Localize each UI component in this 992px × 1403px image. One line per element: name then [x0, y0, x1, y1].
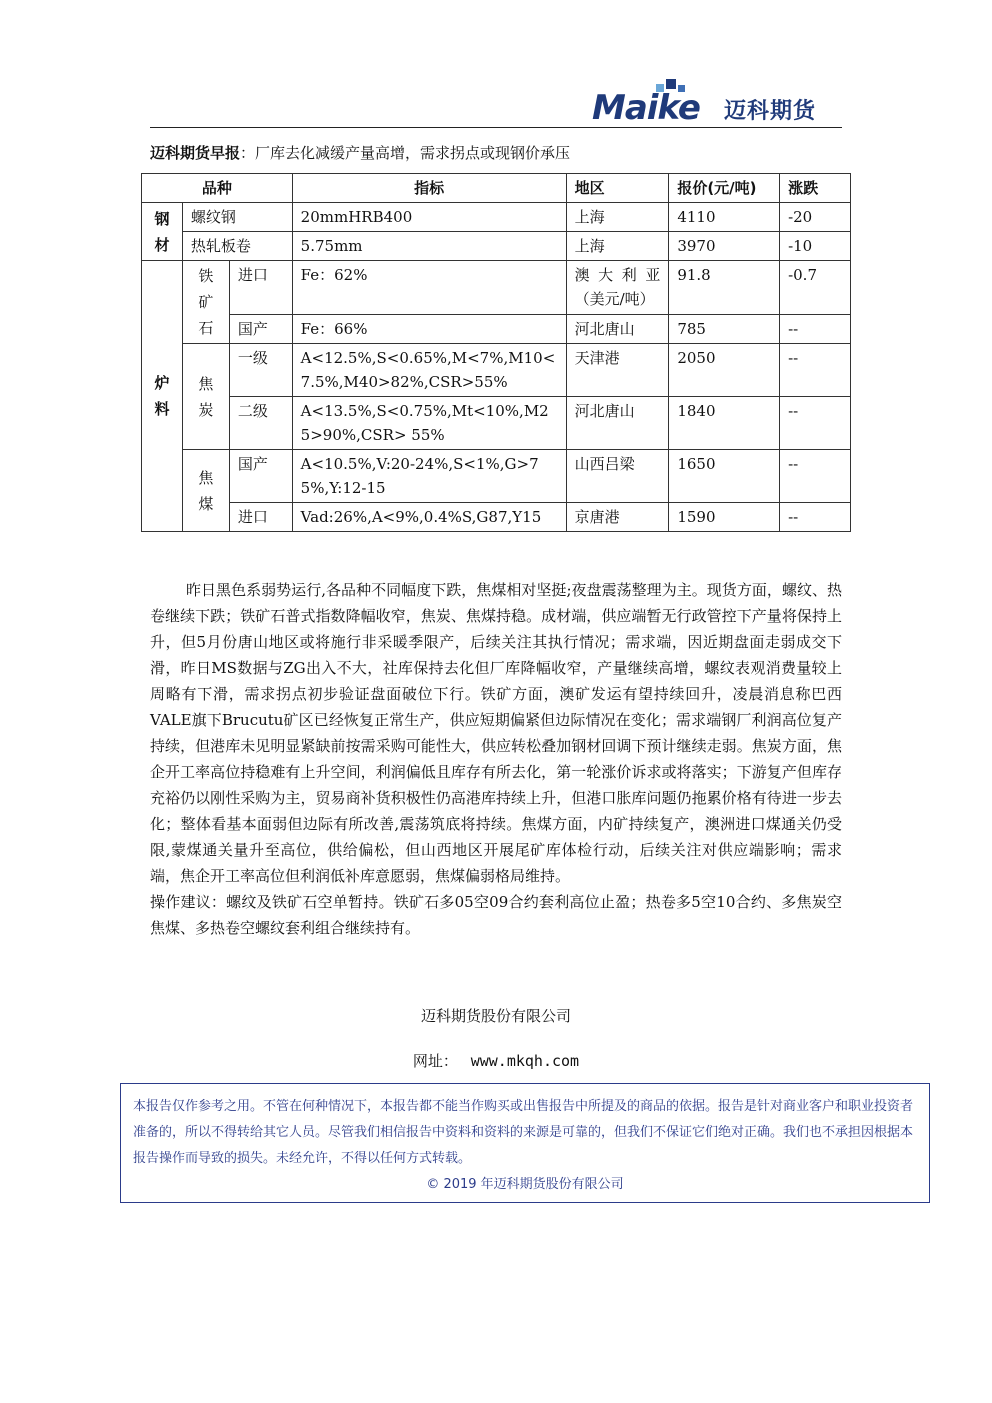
header-variety: 品种 — [142, 174, 293, 203]
report-title-label: 迈科期货早报 — [150, 144, 241, 162]
item-origin: 国产 — [229, 314, 292, 343]
website-link[interactable]: www.mkqh.com — [470, 1052, 580, 1070]
report-headline: 厂库去化减缓产量高增，需求拐点或现钢价承压 — [255, 144, 571, 162]
item-price: 4110 — [669, 203, 780, 232]
item-region: 上海 — [566, 232, 669, 261]
item-name: 热轧板卷 — [182, 232, 292, 261]
item-name: 螺纹钢 — [182, 203, 292, 232]
item-origin: 进口 — [229, 261, 292, 315]
item-price: 91.8 — [669, 261, 780, 315]
item-change: -- — [780, 503, 851, 532]
item-region: 河北唐山 — [566, 314, 669, 343]
item-spec: A<12.5%,S<0.65%,M<7%,M10<7.5%,M40>82%,CSR>55% — [292, 344, 566, 397]
item-spec: A<13.5%,S<0.75%,Mt<10%,M25>90%,CSR> 55% — [292, 397, 566, 450]
table-row — [142, 232, 851, 261]
disclaimer-box — [120, 1083, 930, 1203]
disclaimer-text: 本报告仅作参考之用。不管在何种情况下，本报告都不能当作购买或出售报告中所提及的商品的依据。报告是针对商业客户和职业投资者准备的，所以不得转给其它人员。尽管我们相信报告中资料和资料的来源是可靠的，但我们不保证它们绝对正确。我们也不承担因根据本报告操作而导致的损失。未经允许，不得以任何方式转载。 — [133, 1099, 914, 1166]
price-table — [141, 173, 851, 532]
item-region: 京唐港 — [566, 503, 669, 532]
website-label: 网址： — [412, 1052, 458, 1070]
table-row — [142, 203, 851, 232]
report-title-colon: ： — [240, 144, 256, 162]
table-row — [142, 503, 851, 532]
header-region: 地区 — [566, 174, 669, 203]
item-change: -10 — [780, 232, 851, 261]
item-spec: A<10.5%,V:20-24%,S<1%,G>75%,Y:12-15 — [292, 450, 566, 503]
trading-advice: 操作建议：螺纹及铁矿石空单暂持。铁矿石多05空09合约套利高位止盈；热卷多5空10合约、多焦炭空焦煤、多热卷空螺纹套利组合继续持有。 — [150, 893, 842, 937]
item-price: 3970 — [669, 232, 780, 261]
item-spec: Fe：62% — [292, 261, 566, 315]
table-row — [142, 450, 851, 503]
company-name: 迈科期货股份有限公司 — [420, 1007, 571, 1025]
table-row — [142, 344, 851, 397]
item-origin: 国产 — [229, 450, 292, 503]
header-indicator: 指标 — [292, 174, 566, 203]
item-price: 1840 — [669, 397, 780, 450]
item-grade: 二级 — [229, 397, 292, 450]
logo-chinese-name: 迈科期货 — [724, 99, 817, 124]
item-spec: 20mmHRB400 — [292, 203, 566, 232]
header-change: 涨跌 — [780, 174, 851, 203]
table-header-row — [142, 174, 851, 203]
item-region: 山西吕梁 — [566, 450, 669, 503]
item-price: 1590 — [669, 503, 780, 532]
item-change: -- — [780, 344, 851, 397]
copyright-notice: © 2019 年迈科期货股份有限公司 — [426, 1177, 624, 1192]
website-line — [0, 1050, 992, 1071]
subcategory-iron-ore: 铁矿石 — [182, 261, 229, 344]
item-price: 1650 — [669, 450, 780, 503]
item-price: 785 — [669, 314, 780, 343]
item-spec: Fe：66% — [292, 314, 566, 343]
item-region: 上海 — [566, 203, 669, 232]
item-region: 河北唐山 — [566, 397, 669, 450]
item-change: -- — [780, 450, 851, 503]
item-change: -0.7 — [780, 261, 851, 315]
table-row — [142, 261, 851, 315]
item-change: -- — [780, 397, 851, 450]
subcategory-coke: 焦炭 — [182, 344, 229, 450]
item-price: 2050 — [669, 344, 780, 397]
market-commentary — [150, 577, 842, 941]
table-row — [142, 397, 851, 450]
company-logo — [592, 76, 842, 126]
report-title — [150, 142, 570, 163]
item-origin: 进口 — [229, 503, 292, 532]
category-steel: 钢材 — [142, 203, 183, 261]
header-price: 报价(元/吨) — [669, 174, 780, 203]
item-spec: Vad:26%,A<9%,0.4%S,G87,Y15 — [292, 503, 566, 532]
header-divider — [150, 127, 842, 128]
item-change: -20 — [780, 203, 851, 232]
item-region: 澳大利亚（美元/吨） — [566, 261, 669, 315]
category-furnace: 炉料 — [142, 261, 183, 532]
item-region: 天津港 — [566, 344, 669, 397]
item-change: -- — [780, 314, 851, 343]
logo-wordmark: Maike — [592, 88, 700, 128]
commentary-paragraph: 昨日黑色系弱势运行,各品种不同幅度下跌，焦煤相对坚挺;夜盘震荡整理为主。现货方面，螺纹、热卷继续下跌；铁矿石普式指数降幅收窄，焦炭、焦煤持稳。成材端，供应端暂无行政管控下产量将保持上升，但5月份唐山地区或将施行非采暖季限产，后续关注其执行情况；需求端，因近期盘面走弱成交下滑，昨日MS数据与ZG出入不大，社库保持去化但厂库降幅收窄，产量继续高增，螺纹表观消费量较上周略有下滑，需求拐点初步验证盘面破位下行。铁矿方面，澳矿发运有望持续回升，凌晨消息称巴西VALE旗下Brucutu矿区已经恢复正常生产，供应短期偏紧但边际情况在变化；需求端钢厂利润高位复产持续，但港库未见明显紧缺前按需采购可能性大，供应转松叠加钢材回调下预计继续走弱。焦炭方面，焦企开工率高位持稳难有上升空间，利润偏低且库存有所去化，第一轮涨价诉求或将落实；下游复产但库存充裕仍以刚性采购为主，贸易商补货积极性仍高港库持续上升，但港口胀库问题仍拖累价格有待进一步去化；整体看基本面弱但边际有所改善,震荡筑底将持续。焦煤方面，内矿持续复产，澳洲进口煤通关仍受限,蒙煤通关量升至高位，供给偏松，但山西地区开展尾矿库体检行动，后续关注对供应端影响；需求端，焦企开工率高位但利润低补库意愿弱，焦煤偏弱格局维持。 — [150, 581, 842, 885]
table-row — [142, 314, 851, 343]
item-spec: 5.75mm — [292, 232, 566, 261]
item-grade: 一级 — [229, 344, 292, 397]
subcategory-coking-coal: 焦煤 — [182, 450, 229, 532]
